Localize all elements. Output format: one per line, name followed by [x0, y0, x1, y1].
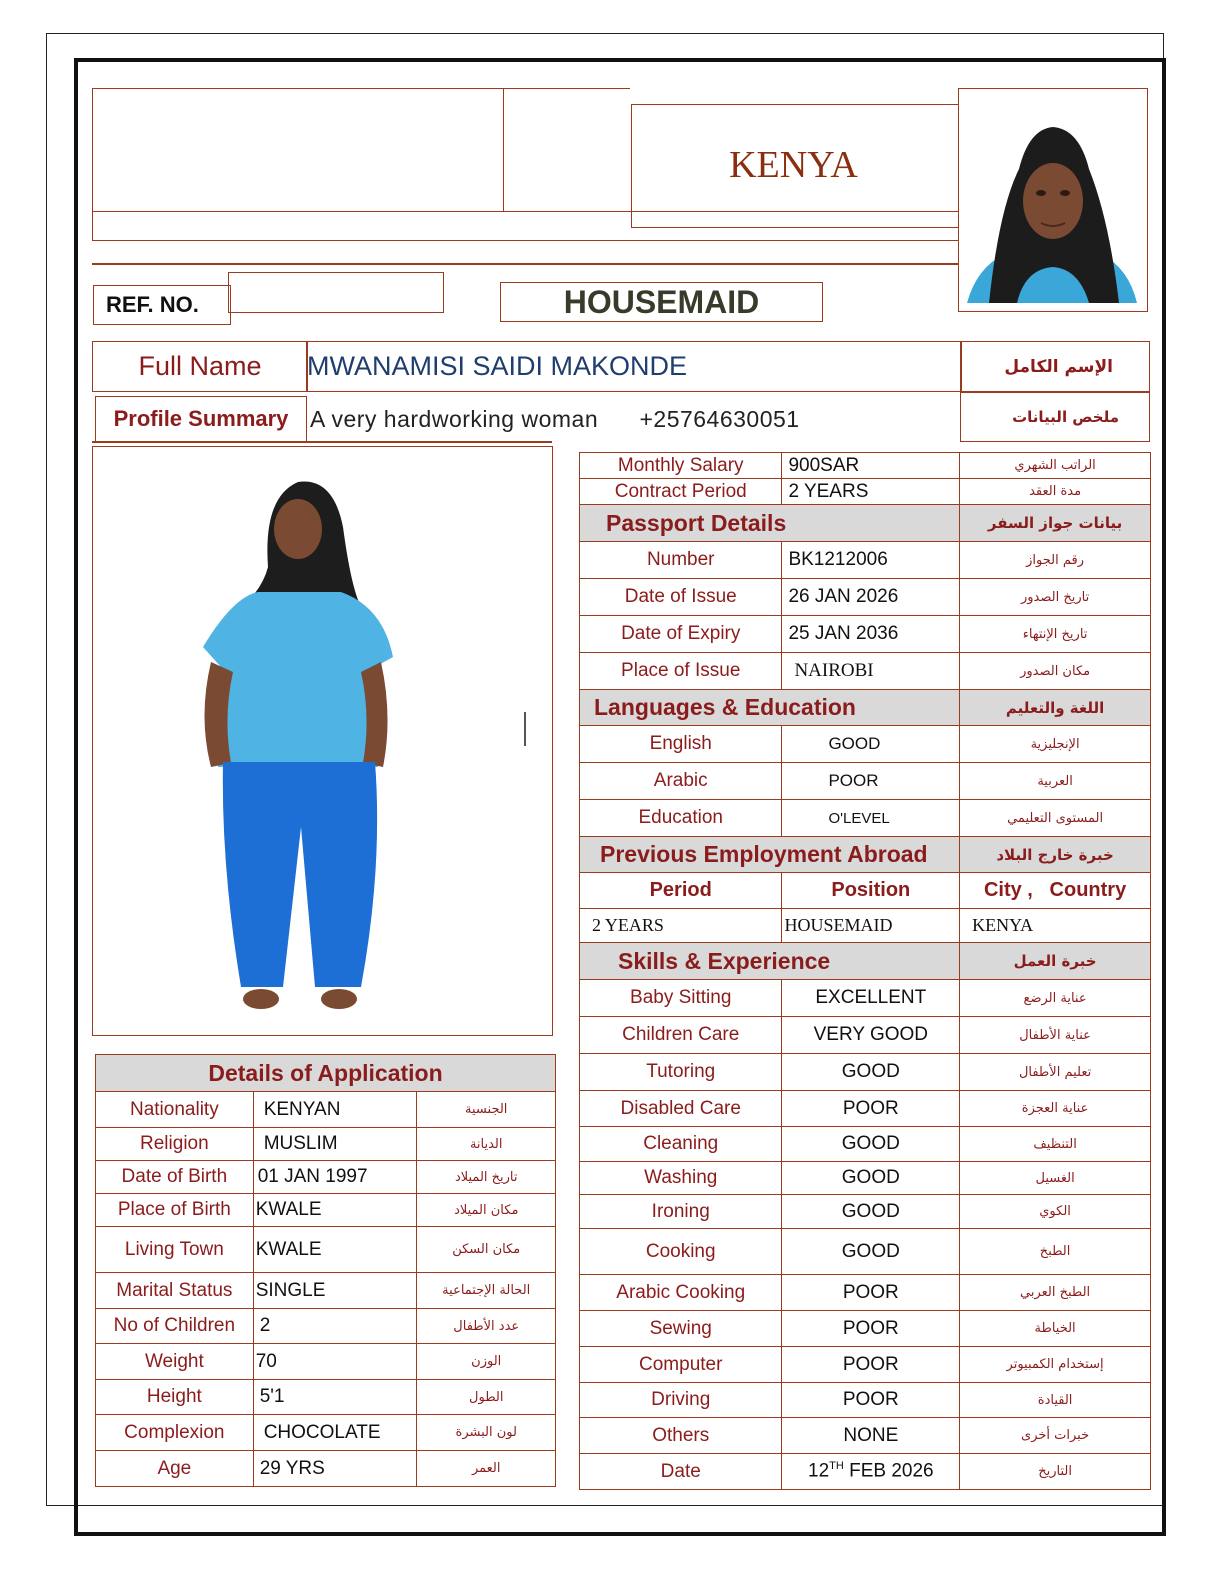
header-box-mid: [503, 88, 630, 212]
skill-label: Washing: [580, 1162, 782, 1195]
profile-summary-value: A very hardworking woman +25764630051: [310, 405, 800, 432]
application-row: [96, 1227, 556, 1273]
application-label: Complexion: [96, 1415, 254, 1451]
skill-label: Arabic Cooking: [580, 1275, 782, 1311]
application-ar: لون البشرة: [417, 1415, 556, 1451]
employment-row: [580, 909, 1151, 943]
contract-label: Monthly Salary: [580, 453, 782, 479]
contract-value: 2 YEARS: [782, 479, 960, 505]
passport-row: [580, 579, 1151, 616]
skill-ar: الخياطة: [960, 1311, 1151, 1347]
skill-label: Others: [580, 1418, 782, 1454]
skill-ar: الكوي: [960, 1195, 1151, 1229]
passport-label: Date of Issue: [580, 579, 782, 616]
skill-row: [580, 1275, 1151, 1311]
application-section-header: [96, 1055, 556, 1092]
application-value: 5'1: [253, 1380, 417, 1415]
passport-row: [580, 542, 1151, 579]
application-row: [96, 1128, 556, 1161]
application-label: Marital Status: [96, 1273, 254, 1309]
skill-row: [580, 1195, 1151, 1229]
skill-row: [580, 1347, 1151, 1383]
employment-col-location: City , Country: [960, 873, 1151, 909]
right-details-table: [579, 452, 1151, 1490]
application-value: SINGLE: [253, 1273, 417, 1309]
skills-title-ar: خبرة العمل: [960, 943, 1151, 980]
full-body-photo-frame: [92, 446, 553, 1036]
ref-label: REF. NO.: [93, 285, 231, 325]
application-ar: الطول: [417, 1380, 556, 1415]
skills-section-header: [580, 943, 1151, 980]
profile-summary-ar: ملخص البيانات: [960, 392, 1150, 442]
skill-ar: الغسيل: [960, 1162, 1151, 1195]
date-row: [580, 1454, 1151, 1490]
languages-section-header: [580, 690, 1151, 726]
contract-row: [580, 479, 1151, 505]
skill-ar: الطبخ: [960, 1229, 1151, 1275]
contract-row: [580, 453, 1151, 479]
application-label: Height: [96, 1380, 254, 1415]
skills-title: Skills & Experience: [580, 943, 960, 980]
passport-title-ar: بيانات جواز السفر: [960, 505, 1151, 542]
skill-ar: إستخدام الكمبيوتر: [960, 1347, 1151, 1383]
application-value: 01 JAN 1997: [253, 1161, 417, 1194]
application-row: [96, 1451, 556, 1487]
application-label: Nationality: [96, 1092, 254, 1128]
employment-position: HOUSEMAID: [782, 909, 960, 943]
education-label: Education: [580, 800, 782, 837]
contract-ar: مدة العقد: [960, 479, 1151, 505]
passport-value: 25 JAN 2036: [782, 616, 960, 653]
skill-ar: عناية الأطفال: [960, 1017, 1151, 1054]
passport-section-header: [580, 505, 1151, 542]
application-value: CHOCOLATE: [253, 1415, 417, 1451]
application-value: 2: [253, 1309, 417, 1344]
application-table: [95, 1054, 556, 1487]
skill-value: POOR: [782, 1275, 960, 1311]
date-ar: التاريخ: [960, 1454, 1151, 1490]
application-value: 70: [253, 1344, 417, 1380]
application-label: Date of Birth: [96, 1161, 254, 1194]
skill-value: POOR: [782, 1311, 960, 1347]
employment-title-ar: خبرة خارج البلاد: [960, 837, 1151, 873]
application-label: Weight: [96, 1344, 254, 1380]
language-label: English: [580, 726, 782, 763]
application-row: [96, 1415, 556, 1451]
language-value: POOR: [782, 763, 960, 800]
skill-value: GOOD: [782, 1195, 960, 1229]
skill-label: Driving: [580, 1383, 782, 1418]
skill-value: GOOD: [782, 1162, 960, 1195]
language-row: [580, 726, 1151, 763]
skill-label: Tutoring: [580, 1054, 782, 1091]
contract-ar: الراتب الشهري: [960, 453, 1151, 479]
skill-row: [580, 1017, 1151, 1054]
application-ar: مكان السكن: [417, 1227, 556, 1273]
application-row: [96, 1380, 556, 1415]
language-row: [580, 800, 1151, 837]
skill-row: [580, 1311, 1151, 1347]
language-ar: الإنجليزية: [960, 726, 1151, 763]
skill-label: Cleaning: [580, 1127, 782, 1162]
date-suffix: TH: [829, 1460, 844, 1473]
skill-ar: الطبخ العربي: [960, 1275, 1151, 1311]
full-name-ar: الإسم الكامل: [960, 341, 1150, 392]
passport-ar: مكان الصدور: [960, 653, 1151, 690]
ref-value-field[interactable]: [228, 272, 444, 313]
skill-label: Computer: [580, 1347, 782, 1383]
date-rest: FEB 2026: [843, 1460, 934, 1482]
passport-row: [580, 616, 1151, 653]
passport-label: Date of Expiry: [580, 616, 782, 653]
contract-value: 900SAR: [782, 453, 960, 479]
application-row: [96, 1092, 556, 1128]
skill-row: [580, 1418, 1151, 1454]
skill-label: Sewing: [580, 1311, 782, 1347]
passport-value: 26 JAN 2026: [782, 579, 960, 616]
application-value: 29 YRS: [253, 1451, 417, 1487]
skill-value: POOR: [782, 1091, 960, 1127]
skill-label: Cooking: [580, 1229, 782, 1275]
skill-ar: التنظيف: [960, 1127, 1151, 1162]
skill-value: GOOD: [782, 1127, 960, 1162]
skill-value: GOOD: [782, 1054, 960, 1091]
passport-value: NAIROBI: [782, 653, 960, 690]
application-value: KENYAN: [253, 1092, 417, 1128]
application-label: Living Town: [96, 1227, 254, 1273]
skill-ar: عناية الرضع: [960, 980, 1151, 1017]
language-ar: العربية: [960, 763, 1151, 800]
application-row: [96, 1161, 556, 1194]
contract-label: Contract Period: [580, 479, 782, 505]
application-ar: الوزن: [417, 1344, 556, 1380]
passport-label: Number: [580, 542, 782, 579]
application-value: KWALE: [253, 1227, 417, 1273]
employment-section-header: [580, 837, 1151, 873]
skill-ar: تعليم الأطفال: [960, 1054, 1151, 1091]
application-row: [96, 1309, 556, 1344]
employment-location: KENYA: [960, 909, 1151, 943]
job-title: HOUSEMAID: [500, 282, 823, 322]
date-value: [782, 1454, 960, 1490]
skill-label: Ironing: [580, 1195, 782, 1229]
languages-title-ar: اللغة والتعليم: [960, 690, 1151, 726]
skill-row: [580, 1091, 1151, 1127]
employment-col-period: Period: [580, 873, 782, 909]
photo-divider-mark: [524, 712, 526, 746]
skill-ar: عناية العجزة: [960, 1091, 1151, 1127]
application-ar: الجنسية: [417, 1092, 556, 1128]
application-value: KWALE: [253, 1194, 417, 1227]
application-label: Religion: [96, 1128, 254, 1161]
skill-label: Baby Sitting: [580, 980, 782, 1017]
skill-row: [580, 1229, 1151, 1275]
profile-divider: [92, 441, 552, 443]
header-box-left: [92, 88, 504, 212]
application-label: Age: [96, 1451, 254, 1487]
application-ar: العمر: [417, 1451, 556, 1487]
application-ar: الحالة الإجتماعية: [417, 1273, 556, 1309]
application-label: Place of Birth: [96, 1194, 254, 1227]
header-divider: [92, 263, 960, 265]
date-day: 12: [808, 1460, 830, 1482]
country-label: KENYA: [729, 144, 858, 186]
skill-row: [580, 1127, 1151, 1162]
full-name-label: Full Name: [92, 341, 308, 392]
skill-row: [580, 1162, 1151, 1195]
skill-row: [580, 1383, 1151, 1418]
application-ar: تاريخ الميلاد: [417, 1161, 556, 1194]
skill-label: Disabled Care: [580, 1091, 782, 1127]
skill-value: GOOD: [782, 1229, 960, 1275]
skill-value: NONE: [782, 1418, 960, 1454]
application-row: [96, 1194, 556, 1227]
application-ar: الديانة: [417, 1128, 556, 1161]
skill-row: [580, 1054, 1151, 1091]
application-ar: عدد الأطفال: [417, 1309, 556, 1344]
application-title: Details of Application: [96, 1055, 556, 1092]
passport-ar: تاريخ الإنتهاء: [960, 616, 1151, 653]
skill-value: POOR: [782, 1383, 960, 1418]
passport-ar: تاريخ الصدور: [960, 579, 1151, 616]
date-label: Date: [580, 1454, 782, 1490]
skill-value: VERY GOOD: [782, 1017, 960, 1054]
passport-row: [580, 653, 1151, 690]
full-body-photo: [93, 447, 551, 1034]
education-ar: المستوى التعليمي: [960, 800, 1151, 837]
profile-summary-label: Profile Summary: [95, 396, 307, 442]
application-row: [96, 1273, 556, 1309]
passport-ar: رقم الجواز: [960, 542, 1151, 579]
skill-value: EXCELLENT: [782, 980, 960, 1017]
full-name-value: MWANAMISI SAIDI MAKONDE: [306, 341, 962, 392]
passport-value: BK1212006: [782, 542, 960, 579]
employment-header-row: [580, 873, 1151, 909]
application-ar: مكان الميلاد: [417, 1194, 556, 1227]
employment-period: 2 YEARS: [580, 909, 782, 943]
headshot-photo: [959, 89, 1146, 310]
employment-col-position: Position: [782, 873, 960, 909]
application-label: No of Children: [96, 1309, 254, 1344]
language-value: GOOD: [782, 726, 960, 763]
passport-title: Passport Details: [580, 505, 960, 542]
education-value: O'LEVEL: [782, 800, 960, 837]
passport-label: Place of Issue: [580, 653, 782, 690]
employment-title: Previous Employment Abroad: [580, 837, 960, 873]
headshot-frame: [958, 88, 1148, 312]
skill-ar: خبرات أخرى: [960, 1418, 1151, 1454]
skill-value: POOR: [782, 1347, 960, 1383]
language-label: Arabic: [580, 763, 782, 800]
skill-row: [580, 980, 1151, 1017]
languages-title: Languages & Education: [580, 690, 960, 726]
skill-ar: القيادة: [960, 1383, 1151, 1418]
application-value: MUSLIM: [253, 1128, 417, 1161]
skill-label: Children Care: [580, 1017, 782, 1054]
language-row: [580, 763, 1151, 800]
application-row: [96, 1344, 556, 1380]
